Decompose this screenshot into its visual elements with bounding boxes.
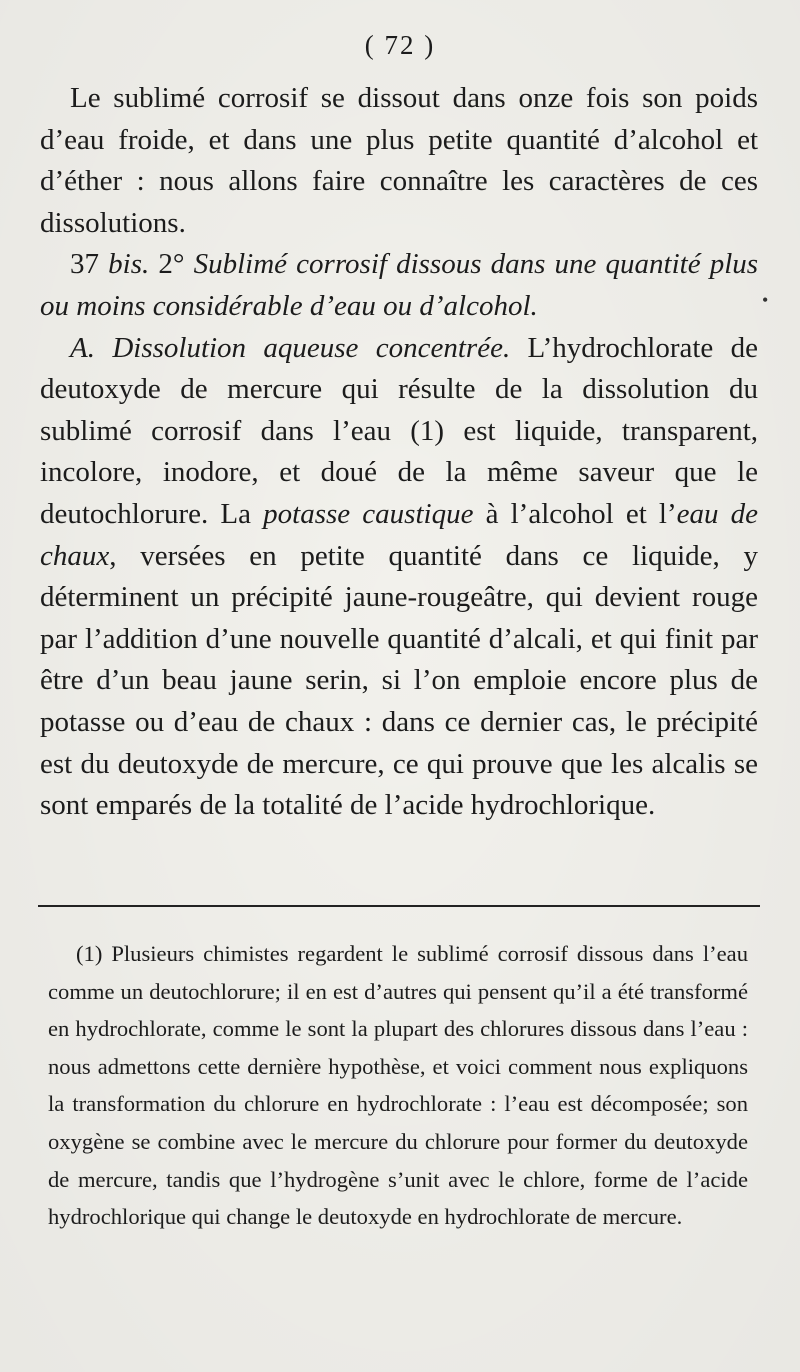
page-number: ( 72 ) <box>364 30 436 60</box>
term-eau-de-chaux: eau de chaux <box>40 497 759 572</box>
section-title: Sublimé corrosif dissous dans une quantité plus ou moins considérable d’eau ou d’alcohol. <box>40 248 759 322</box>
subsection-text-3: , versées en petite quantité dans ce liquide, y déterminent un précipité jaune-rougeâtre, qui devient rouge par l’addition d’une nouvelle quantité d’alcali, et qui finit par être d’un beau jaune serin, si l’on emploie encore plus de potasse ou d’eau de chaux : dans ce dernier cas, le précipité est du deutoxyde de mercure, ce qui prouve que les alcalis se sont emparés de la totalité de l’acide hydrochlorique. <box>40 539 758 822</box>
main-text <box>40 78 758 827</box>
subsection-title: Dissolution aqueuse concentrée. <box>112 331 511 364</box>
paragraph-intro: Le sublimé corrosif se dissout dans onze fois son poids d’eau froide, et dans une plus petite quantité d’alcohol et d’éther : nous allons faire connaître les caractères de ces dissolutions. <box>40 82 758 239</box>
section-heading <box>40 244 758 327</box>
paragraph-dissolution <box>40 328 758 827</box>
subsection-text-1: L’hydrochlorate de deutoxyde de mercure qui résulte de la dissolution du sublimé corrosif dans l’eau (1) est liquide, transparent, incolore, inodore, et doué de la même saveur que le deutochlorure. La <box>40 331 759 530</box>
margin-mark-icon: • <box>762 290 769 310</box>
term-potasse-caustique: potasse caustique <box>263 497 474 530</box>
section-label: 2° <box>158 248 185 281</box>
section-number: 37 <box>70 248 99 281</box>
subsection-text-2: à l’alcohol et l’ <box>473 497 677 530</box>
footnote: (1) Plusieurs chimistes regardent le sublimé corrosif dissous dans l’eau comme un deutochlorure; il en est d’autres qui pensent qu’il a été transformé en hydrochlorate, comme le sont la plupart des chlorures dissous dans l’eau : nous admettons cette dernière hypothèse, et voici comment nous expliquons la transformation du chlorure en hydrochlorate : l’eau est décomposée; son oxygène se combine avec le mercure du chlorure pour former du deutoxyde de mercure, tandis que l’hydrogène s’unit avec le chlore, forme de l’acide hydrochlorique qui change le deutoxyde en hydrochlorate de mercure. <box>48 941 748 1230</box>
section-bis: bis. <box>108 248 150 281</box>
footnote-divider <box>38 905 760 907</box>
subsection-letter: A. <box>70 331 95 364</box>
